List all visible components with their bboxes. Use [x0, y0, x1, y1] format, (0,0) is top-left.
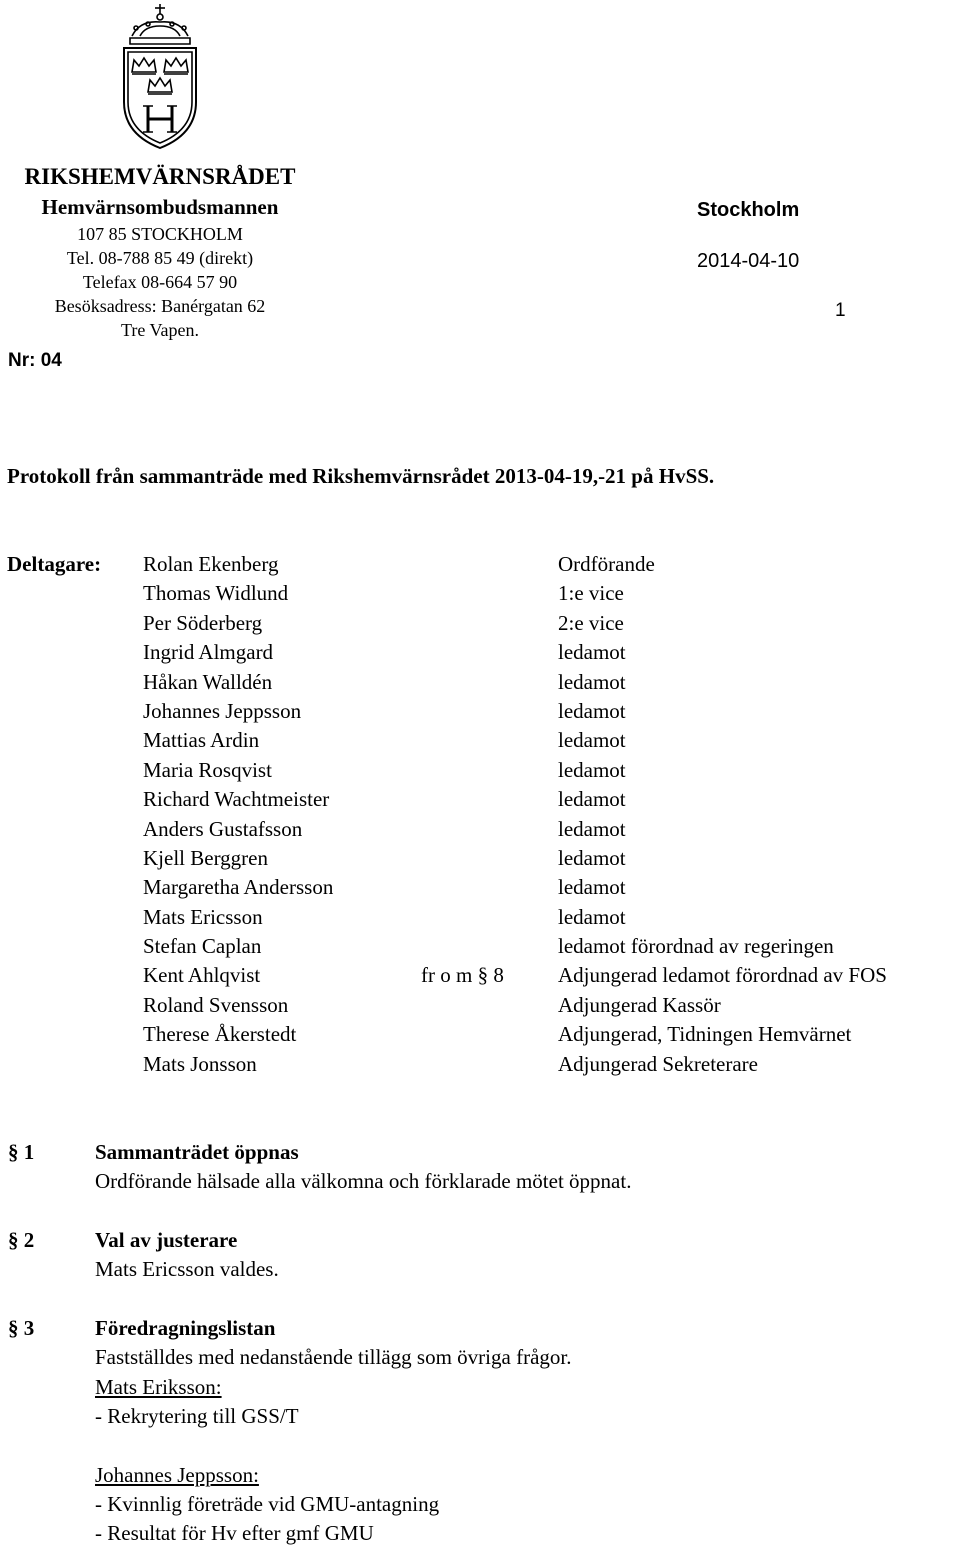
participant-row: [143, 611, 960, 640]
participant-role: ledamot: [558, 787, 626, 812]
participant-role: ledamot: [558, 640, 626, 665]
participants-list: [143, 552, 960, 1081]
hemvarnet-emblem-icon: [110, 2, 210, 152]
section-text: Mats Ericsson valdes.: [95, 1257, 279, 1281]
participant-role: ledamot: [558, 669, 626, 694]
participant-name: Kjell Berggren: [143, 845, 268, 870]
participant-row: [143, 1022, 960, 1051]
participant-role: ledamot: [558, 757, 626, 782]
participant-name: Roland Svensson: [143, 992, 289, 1017]
address-line: 107 85 STOCKHOLM: [77, 224, 243, 244]
list-item: - Rekrytering till GSS/T: [95, 1404, 299, 1428]
participant-name: Ingrid Almgard: [143, 640, 274, 665]
participant-name: Thomas Widlund: [143, 581, 289, 606]
section-title: Föredragningslistan: [95, 1316, 276, 1340]
list-item: - Kvinnlig företräde vid GMU-antagning: [95, 1492, 440, 1516]
item-person: Johannes Jeppsson:: [95, 1463, 259, 1487]
address-line: Besöksadress: Banérgatan 62: [54, 296, 266, 316]
document-number: Nr: 04: [8, 350, 62, 371]
participant-row: [143, 758, 960, 787]
participant-name: Therese Åkerstedt: [143, 1022, 297, 1047]
participant-name: Håkan Walldén: [143, 669, 273, 694]
org-title: RIKSHEMVÄRNSRÅDET: [24, 164, 296, 189]
participant-row: [143, 640, 960, 669]
participant-name: Mattias Ardin: [143, 728, 260, 753]
participant-row: [143, 552, 960, 581]
page-number: 1: [835, 300, 846, 321]
section-title: Val av justerare: [95, 1228, 238, 1252]
participant-note: fr o m § 8: [421, 963, 504, 988]
participant-name: Maria Rosqvist: [143, 757, 272, 782]
participant-role: ledamot: [558, 875, 626, 900]
participant-role: ledamot: [558, 904, 626, 929]
item-person: Mats Eriksson:: [95, 1375, 222, 1399]
participant-row: [143, 1052, 960, 1081]
section-heading: [8, 1228, 237, 1253]
section-heading: [8, 1316, 275, 1341]
page-title: Protokoll från sammanträde med Rikshemvärnsrådet 2013-04-19,-21 på HvSS.: [7, 464, 715, 488]
section-number: § 1: [8, 1140, 35, 1164]
participant-name: Rolan Ekenberg: [143, 552, 279, 576]
participant-role: Adjungerad Sekreterare: [558, 1051, 758, 1076]
participant-name: Stefan Caplan: [143, 934, 262, 959]
section-heading: [8, 1140, 299, 1165]
participant-role: Adjungerad Kassör: [558, 992, 721, 1017]
participant-role: ledamot: [558, 845, 626, 870]
participant-name: Margaretha Andersson: [143, 875, 334, 900]
address-line: Tel. 08-788 85 49 (direkt): [66, 248, 254, 268]
participant-role: ledamot: [558, 728, 626, 753]
section-text: Fastställdes med nedanstående tillägg som övriga frågor.: [95, 1345, 572, 1369]
list-item: - Resultat för Hv efter gmf GMU: [95, 1521, 374, 1545]
participant-name: Richard Wachtmeister: [143, 787, 330, 812]
participant-name: Per Söderberg: [143, 610, 263, 635]
participant-role: Adjungerad ledamot förordnad av FOS: [558, 963, 887, 988]
city: Stockholm: [697, 199, 800, 221]
participant-row: [143, 817, 960, 846]
address-line: Telefax 08-664 57 90: [82, 272, 238, 292]
participant-row: [143, 905, 960, 934]
participant-name: Kent Ahlqvist: [143, 963, 261, 988]
date: 2014-04-10: [697, 250, 800, 272]
participant-row: [143, 787, 960, 816]
participant-role: Adjungerad, Tidningen Hemvärnet: [558, 1022, 852, 1047]
participant-row: [143, 581, 960, 610]
participant-row: [143, 699, 960, 728]
participant-row: [143, 934, 960, 963]
participant-row: [143, 993, 960, 1022]
participant-name: Mats Ericsson: [143, 904, 263, 929]
participant-role: ledamot förordnad av regeringen: [558, 934, 834, 959]
participant-name: Mats Jonsson: [143, 1051, 257, 1076]
participant-row: [143, 875, 960, 904]
participant-role: ledamot: [558, 698, 626, 723]
participant-name: Anders Gustafsson: [143, 816, 303, 841]
address-line: Tre Vapen.: [120, 320, 199, 340]
participant-role: 1:e vice: [558, 581, 624, 606]
participant-row: [143, 670, 960, 699]
participants-label: Deltagare:: [7, 552, 102, 576]
section-text: Ordförande hälsade alla välkomna och förklarade mötet öppnat.: [95, 1169, 632, 1193]
section-number: § 3: [8, 1316, 35, 1340]
participant-role: 2:e vice: [558, 610, 624, 635]
org-subtitle: Hemvärnsombudsmannen: [41, 195, 279, 219]
participant-row: [143, 846, 960, 875]
participant-role: Ordförande: [558, 552, 655, 576]
participant-name: Johannes Jeppsson: [143, 698, 302, 723]
participant-role: ledamot: [558, 816, 626, 841]
participant-row: [143, 963, 960, 992]
section-number: § 2: [8, 1228, 35, 1252]
participant-row: [143, 728, 960, 757]
section-title: Sammanträdet öppnas: [95, 1140, 299, 1164]
